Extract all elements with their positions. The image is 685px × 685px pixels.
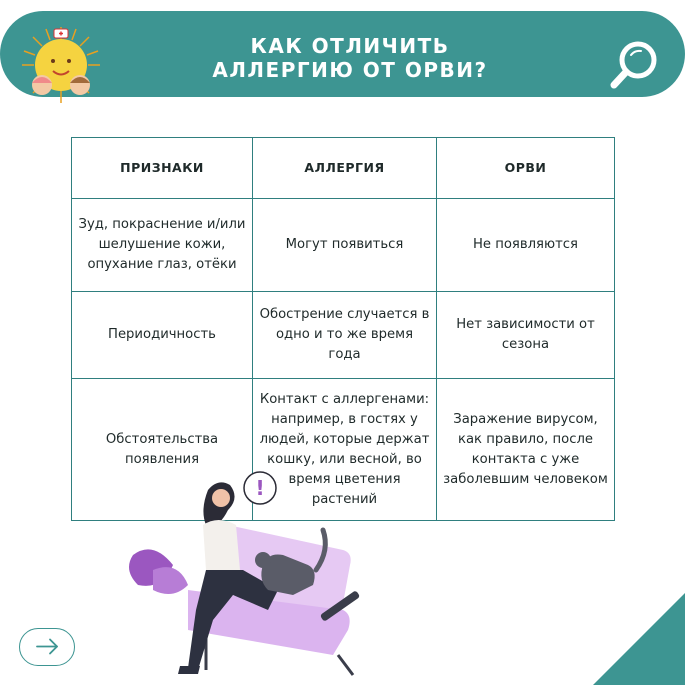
table-row (72, 199, 615, 292)
cell-sign: Зуд, покраснение и/или шелушение кожи, опухание глаз, отёки (72, 199, 253, 292)
header-signs: ПРИЗНАКИ (72, 138, 253, 199)
cell-allergy: Могут появиться (253, 199, 437, 292)
page-title (160, 34, 540, 82)
woman-shirt (203, 520, 240, 570)
cell-sign: Периодичность (72, 292, 253, 379)
title-line-2: АЛЛЕРГИЮ ОТ ОРВИ? (212, 58, 488, 82)
corner-decoration (593, 593, 685, 685)
table-row (72, 292, 615, 379)
header-allergy: АЛЛЕРГИЯ (253, 138, 437, 199)
cell-arvi: Не появляются (437, 199, 615, 292)
cell-allergy: Контакт с аллергенами: например, в гостях у людей, которые держат кошку, или весной, во время цветения растений (253, 379, 437, 521)
arrow-right-icon (20, 629, 73, 664)
title-line-1: КАК ОТЛИЧИТЬ (250, 34, 450, 58)
header-arvi: ОРВИ (437, 138, 615, 199)
sun-children-logo (20, 25, 102, 105)
cell-sign: Обстоятельства появления (72, 379, 253, 521)
cell-arvi: Нет зависимости от сезона (437, 292, 615, 379)
search-icon[interactable] (605, 35, 665, 95)
next-button[interactable] (19, 628, 75, 666)
exclaim-mark: ! (255, 476, 265, 500)
header-banner (0, 11, 685, 97)
cell-arvi: Заражение вирусом, как правило, после контакта с уже заболевшим человеком (437, 379, 615, 521)
comparison-table (71, 137, 615, 521)
table-header-row (72, 138, 615, 199)
woman-with-cat-illustration (118, 470, 383, 685)
cell-allergy: Обострение случается в одно и то же время года (253, 292, 437, 379)
woman-face (212, 489, 230, 507)
